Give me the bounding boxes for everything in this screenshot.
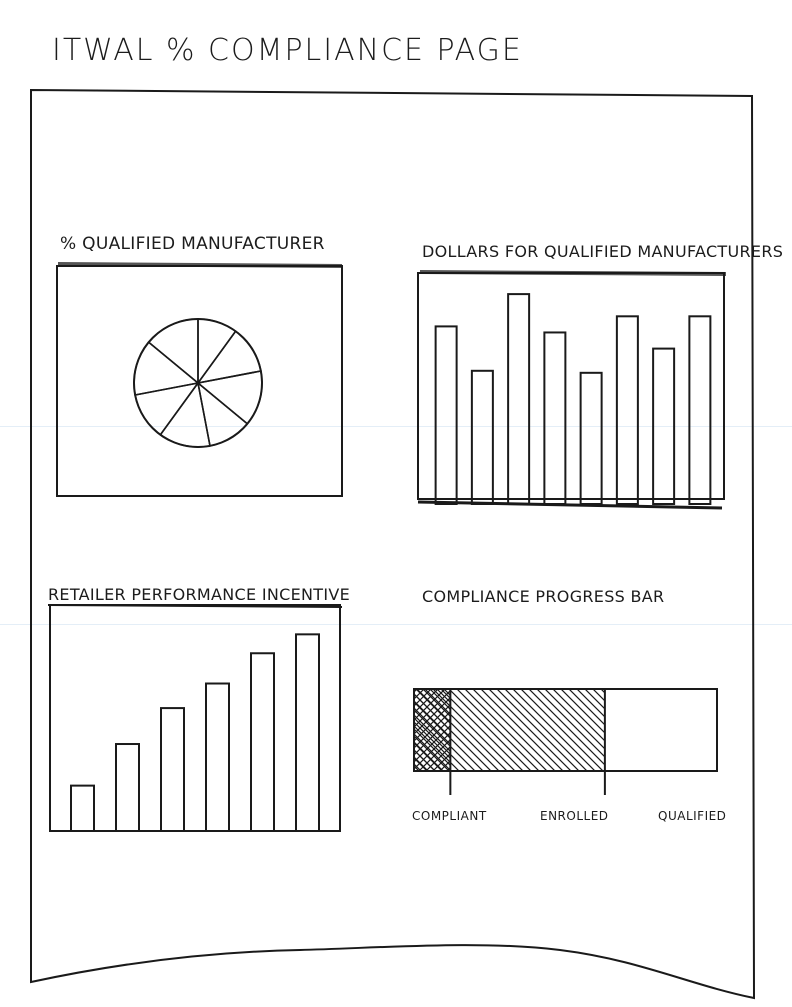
qualified-pie-title: % QUALIFIED MANUFACTURER <box>60 234 325 254</box>
dollars-bar-2 <box>472 371 493 504</box>
retailer-bar-6 <box>296 634 319 831</box>
dollars-bar-4 <box>544 332 565 504</box>
pie-slice-2 <box>198 331 261 383</box>
dollars-bar-6 <box>617 316 638 504</box>
retailer-bar-1 <box>71 786 94 831</box>
compliance-progress-panel <box>414 689 717 795</box>
qualified-pie-chart <box>134 319 262 447</box>
dollars-bar-8 <box>689 316 710 504</box>
progress-bar-title: COMPLIANCE PROGRESS BAR <box>422 587 665 606</box>
progress-compliant-segment <box>414 689 450 771</box>
qualified-pie-panel <box>57 264 342 496</box>
page-title: ITWAL % COMPLIANCE PAGE <box>52 33 523 68</box>
dollars-bar-5 <box>581 373 602 504</box>
pie-slice-5 <box>160 383 210 447</box>
dollars-bar-chart <box>436 294 711 504</box>
retailer-bar-3 <box>161 708 184 831</box>
retailer-bar-panel <box>48 605 342 831</box>
pie-slice-4 <box>198 383 247 446</box>
dollars-bar-3 <box>508 294 529 504</box>
pie-slice-8 <box>149 319 198 383</box>
enrolled-label: ENROLLED <box>540 809 609 823</box>
dollars-bar-title: DOLLARS FOR QUALIFIED MANUFACTURERS <box>422 242 784 261</box>
retailer-bar-4 <box>206 684 229 831</box>
pie-slice-3 <box>198 371 262 424</box>
dollars-bar-1 <box>436 326 457 504</box>
qualified-label: QUALIFIED <box>658 809 727 823</box>
compliant-label: COMPLIANT <box>412 809 487 823</box>
dollars-bar-panel <box>418 272 726 508</box>
retailer-bar-chart <box>71 634 319 831</box>
retailer-bar-5 <box>251 653 274 831</box>
retailer-bar-2 <box>116 744 139 831</box>
dollars-bar-7 <box>653 349 674 504</box>
pie-slice-7 <box>134 342 198 395</box>
page-frame <box>31 90 754 998</box>
pie-slice-6 <box>135 383 198 435</box>
retailer-bar-title: RETAILER PERFORMANCE INCENTIVE <box>48 585 351 604</box>
